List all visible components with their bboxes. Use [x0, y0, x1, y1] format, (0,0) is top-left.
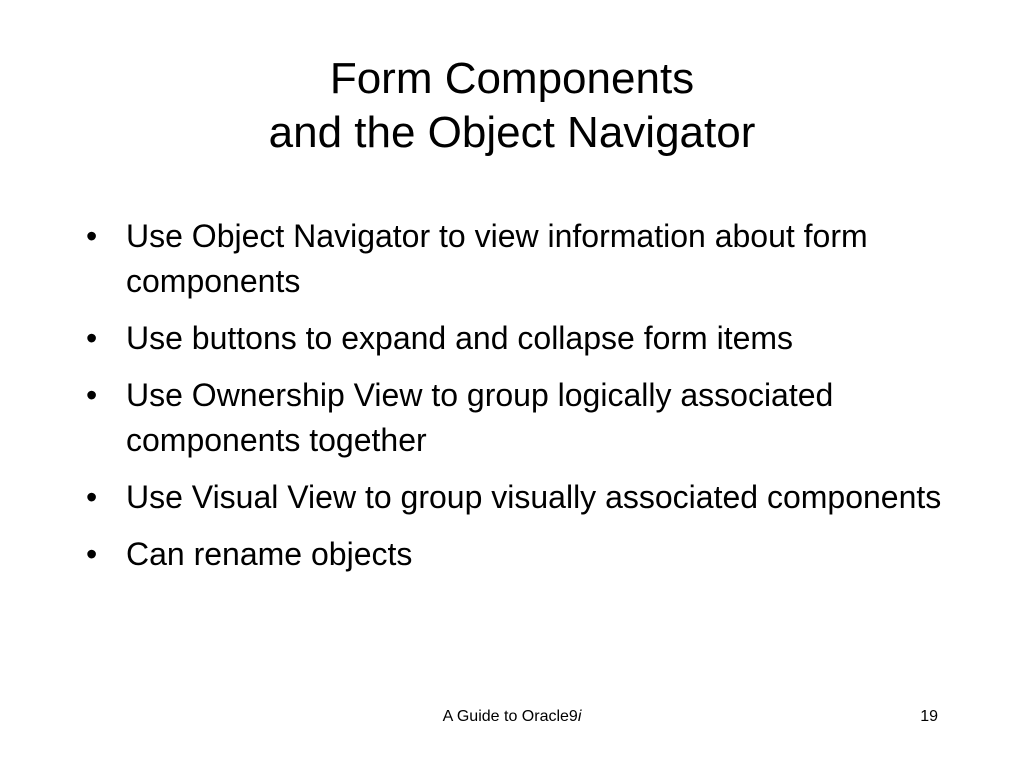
bullet-text: Can rename objects: [126, 536, 413, 572]
footer-italic-suffix: i: [577, 708, 582, 725]
bullet-item: [86, 373, 946, 463]
bullet-icon: •: [86, 218, 98, 254]
footer-caption: [0, 707, 1024, 727]
bullet-list: [86, 214, 946, 589]
title-line-1: Form Components: [329, 54, 695, 103]
bullet-icon: •: [86, 536, 98, 572]
bullet-text: Use Visual View to group visually associated components: [126, 479, 942, 515]
bullet-icon: •: [86, 479, 98, 515]
title-line-2: and the Object Navigator: [268, 108, 756, 157]
bullet-icon: •: [86, 320, 98, 356]
bullet-text: Use Object Navigator to view information about form components: [126, 218, 868, 299]
bullet-icon: •: [86, 377, 98, 413]
page-number: 19: [920, 708, 938, 725]
bullet-item: [86, 316, 946, 361]
bullet-item: [86, 214, 946, 304]
footer-text: A Guide to Oracle9: [442, 708, 578, 725]
bullet-text: Use buttons to expand and collapse form items: [126, 320, 794, 356]
bullet-text: Use Ownership View to group logically associated components together: [126, 377, 834, 458]
bullet-item: [86, 475, 946, 520]
slide-title: [0, 52, 1024, 160]
bullet-item: [86, 532, 946, 577]
